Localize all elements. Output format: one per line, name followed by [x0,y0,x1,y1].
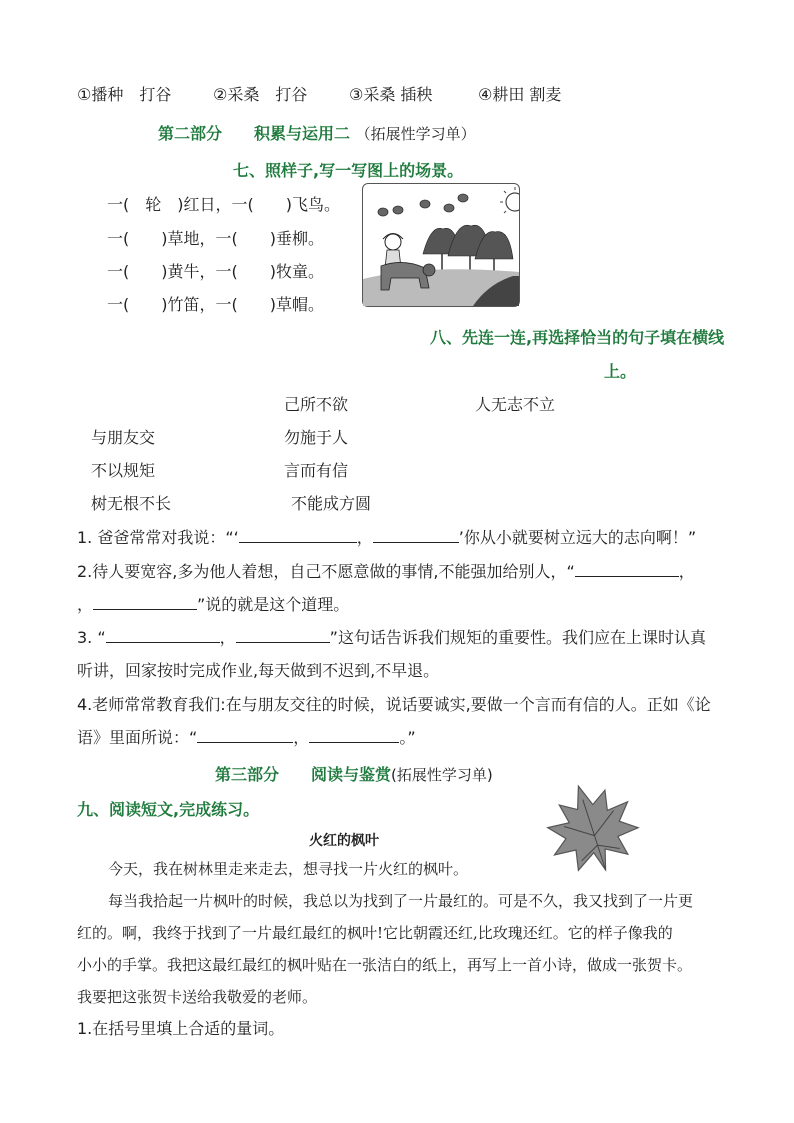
q7-line-1: 一( 轮 )红日，一( )飞鸟。 [107,195,340,214]
maple-leaf-icon [544,780,640,876]
phrase-mid-2: 勿施于人 [284,428,349,447]
part3-subtitle: (拓展性学习单) [391,766,493,784]
phrase-mid-1: 己所不欲 [284,395,349,414]
part3-heading [215,762,493,785]
phrase-mid-3: 言而有信 [284,461,349,480]
q7-title: 七、照样子,写一写图上的场景。 [233,161,464,180]
phrase-mid-4: 不能成方圆 [291,494,372,513]
answer-blank[interactable] [309,728,399,743]
passage-line-2: 红的。啊，我终于找到了一片最红最红的枫叶!它比朝霞还红,比玫瑰还红。它的样子像我的 [77,924,673,942]
countryside-scene-image [362,183,520,307]
answer-blank[interactable] [197,728,293,743]
option-2: ②采桑 打谷 [213,85,308,104]
answer-blank[interactable] [236,628,330,643]
q7-line-4: 一( )竹笛，一( )草帽。 [107,295,324,314]
phrase-left-1: 与朋友交 [91,428,156,447]
sentence-3: 3. “ ， ”这句话告诉我们规矩的重要性。我们应在上课时认真 [77,628,706,647]
q9-subquestion-1: 1.在括号里填上合适的量词。 [77,1019,285,1038]
q8-title-cont: 上。 [604,362,637,381]
answer-blank[interactable] [93,595,197,610]
answer-blank[interactable] [106,628,220,643]
phrase-left-3: 树无根不长 [91,494,172,513]
passage-paragraph-1: 今天，我在树林里走来走去，想寻找一片火红的枫叶。 [108,860,469,878]
part2-subtitle: （拓展性学习单） [355,125,476,143]
q7-line-3: 一( )黄牛，一( )牧童。 [107,262,324,281]
answer-blank[interactable] [575,562,679,577]
q8-title: 八、先连一连,再选择恰当的句子填在横线 [430,328,725,347]
option-3: ③采桑 插秧 [349,85,433,104]
sentence-1: 1. 爸爸常常对我说：“‘ ， ’你从小就要树立远大的志向啊！” [77,528,697,547]
passage-line-3: 小小的手掌。我把这最红最红的枫叶贴在一张洁白的纸上，再写上一首小诗，做成一张贺卡。 [77,956,693,974]
sentence-4: 4.老师常常教育我们:在与朋友交往的时候，说话要诚实,要做一个言而有信的人。正如《论 [77,695,711,714]
phrase-left-2: 不以规矩 [91,461,156,480]
passage-line-4: 我要把这张贺卡送给我敬爱的老师。 [77,988,318,1006]
answer-blank[interactable] [239,528,357,543]
answer-blank[interactable] [373,528,459,543]
option-1: ①播种 打谷 [77,85,172,104]
q7-line-2: 一( )草地，一( )垂柳。 [107,229,324,248]
part2-heading [158,121,476,144]
sentence-2: 2.待人要宽容,多为他人着想，自己不愿意做的事情,不能强加给别人，“ ， [77,562,695,581]
sentence-2-cont: ， ”说的就是这个道理。 [77,595,350,614]
part3-title: 第三部分 阅读与鉴赏 [215,765,392,784]
passage-title: 火红的枫叶 [309,833,379,849]
sentence-3-cont: 听讲，回家按时完成作业,每天做到不迟到,不早退。 [77,661,440,680]
passage-line-1: 每当我拾起一片枫叶的时候，我总以为找到了一片最红的。可是不久，我又找到了一片更 [108,892,694,910]
q9-title: 九、阅读短文,完成练习。 [77,800,260,819]
option-4: ④耕田 割麦 [478,85,562,104]
phrase-right-1: 人无志不立 [475,395,556,414]
part2-title: 第二部分 积累与运用二 [158,124,351,143]
sentence-4-cont: 语》里面所说：“ ， 。” [77,728,416,747]
